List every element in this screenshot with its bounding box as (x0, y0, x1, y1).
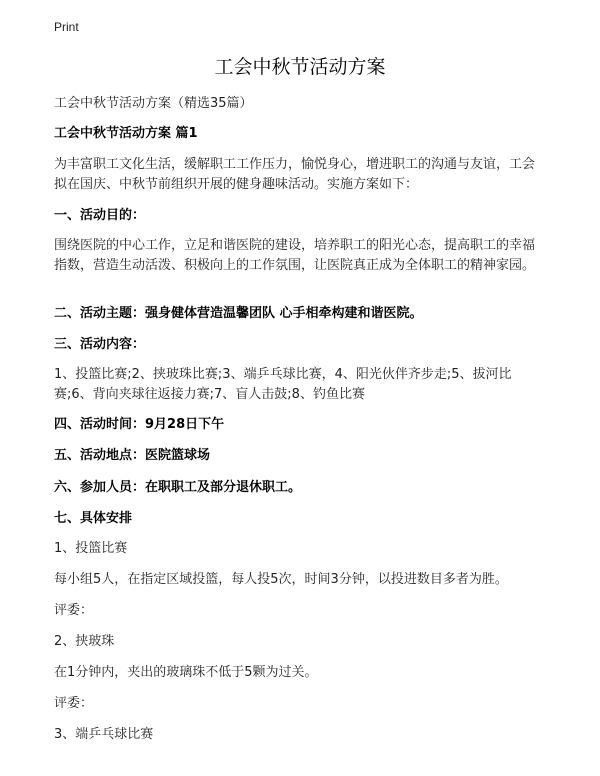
print-link[interactable]: Print (54, 20, 79, 34)
paragraph-subtitle: 工会中秋节活动方案（精选35篇） (54, 96, 253, 111)
list-item-pingpong: 3、端乒乓球比赛 (54, 727, 154, 742)
heading-purpose: 一、活动目的： (54, 208, 146, 223)
heading-content: 三、活动内容： (54, 337, 146, 352)
heading-theme: 二、活动主题：强身健体营造温馨团队 心手相牵构建和谐医院。 (54, 306, 423, 321)
paragraph-events: 1、投篮比赛;2、挟玻珠比赛;3、端乒乓球比赛，4、阳光伙伴齐步走;5、拔河比赛;6、背向夹球往返接力赛;7、盲人击鼓;8、钓鱼比赛 (54, 367, 512, 402)
list-item-basketball: 1、投篮比赛 (54, 541, 128, 556)
paragraph-basketball-rules: 每小组5人，在指定区域投篮，每人投5次，时间3分钟，以投进数目多者为胜。 (54, 572, 508, 587)
list-item-marbles: 2、挟玻珠 (54, 634, 115, 649)
judges-label: 评委： (54, 603, 94, 618)
paragraph-intro: 为丰富职工文化生活，缓解职工工作压力，愉悦身心，增进职工的沟通与友谊，工会拟在国庆、中秋节前组织开展的健身趣味活动。实施方案如下： (54, 157, 536, 192)
heading-arrangement: 七、具体安排 (54, 511, 133, 526)
judges-label: 评委： (54, 696, 94, 711)
document-title: 工会中秋节活动方案 (214, 56, 386, 78)
paragraph-purpose: 围绕医院的中心工作，立足和谐医院的建设，培养职工的阳光心态，提高职工的幸福指数，营造生动活泼、积极向上的工作氛围，让医院真正成为全体职工的精神家园。 (54, 238, 536, 273)
heading-participants: 六、参加人员：在职职工及部分退休职工。 (54, 480, 302, 495)
heading-location: 五、活动地点：医院篮球场 (54, 448, 211, 463)
heading-time: 四、活动时间：9月28日下午 (54, 417, 225, 432)
paragraph-marbles-rules: 在1分钟内，夹出的玻璃珠不低于5颗为过关。 (54, 665, 318, 680)
heading-article-1: 工会中秋节活动方案 篇1 (54, 126, 198, 141)
